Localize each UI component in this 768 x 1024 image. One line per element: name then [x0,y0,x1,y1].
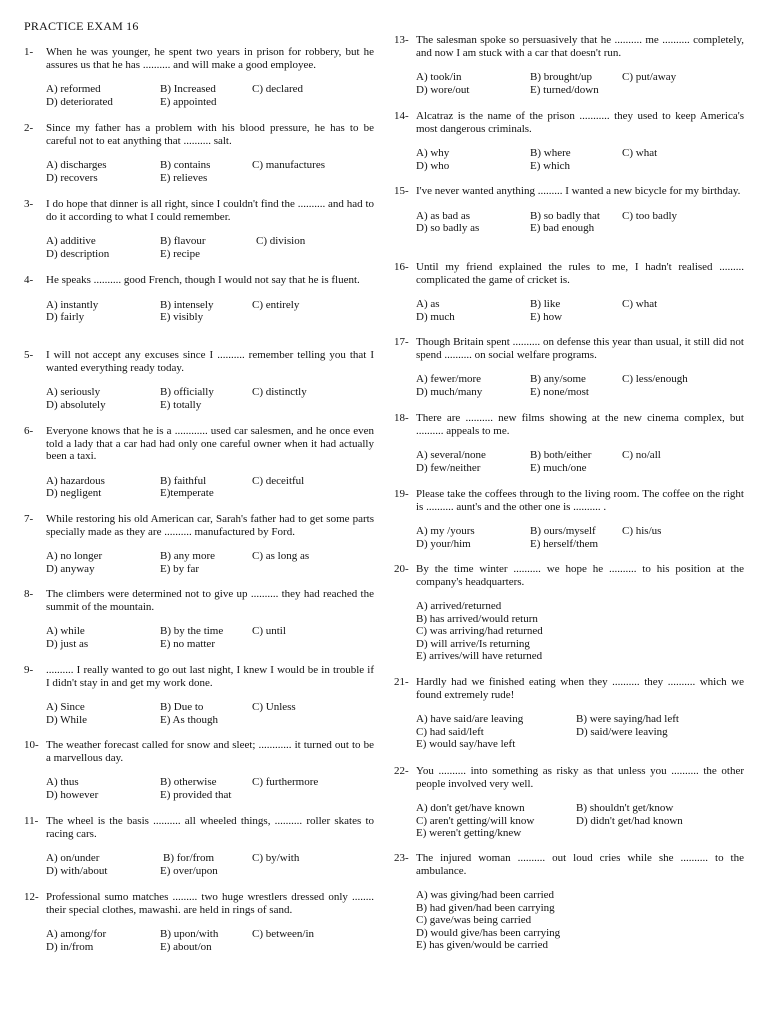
option-d[interactable]: D) who [416,159,450,172]
question-14 [394,110,744,172]
option-a[interactable]: A) have said/are leaving [416,713,524,725]
option-c[interactable]: C) deceitful [252,474,305,487]
question-9 [24,664,374,726]
option-b[interactable]: B) contains [160,159,211,171]
question-10 [24,739,374,801]
option-e[interactable]: E) would say/have left [416,738,516,750]
option-d[interactable]: D) just as [46,637,89,650]
question-number: 22- [394,765,409,777]
option-b[interactable]: B) otherwise [160,776,217,788]
option-b[interactable]: B) both/either [530,449,592,461]
options [46,701,374,726]
option-a[interactable]: A) seriously [46,386,101,398]
question-7 [24,513,374,575]
question-4 [24,274,374,324]
option-d[interactable]: D) much [416,310,455,323]
option-b[interactable]: B) flavour [160,235,206,247]
question-text: .......... I really wanted to go out last night, I knew I would be in trouble if I didn't stay in and get my work done. [46,664,374,689]
option-e[interactable]: E) bad enough [530,222,595,234]
option-c[interactable]: C) no/all [622,449,661,461]
option-d[interactable]: D) recovers [46,171,98,184]
option-e[interactable]: E) provided that [160,788,232,801]
question-23 [394,852,744,952]
option-e[interactable]: E) much/one [530,461,587,474]
option-c[interactable]: C) too badly [622,209,677,222]
question-text: He speaks .......... good French, though I would not say that he is fluent. [46,274,360,286]
option-b[interactable]: B) officially [160,386,214,398]
option-e[interactable]: E) how [530,310,563,323]
option-b[interactable]: B) any/some [530,373,586,385]
question-number: 16- [394,261,409,273]
option-a[interactable]: A) on/under [46,852,100,864]
option-b[interactable]: B) so badly that [530,209,600,222]
question-number: 23- [394,852,409,864]
option-d[interactable]: D) few/neither [416,461,481,474]
option-c[interactable]: C) furthermore [252,776,319,788]
option-e[interactable]: E) herself/them [530,537,599,550]
option-a[interactable]: A) discharges [46,159,107,171]
question-17 [394,336,744,398]
option-b[interactable]: B) any more [160,550,215,562]
option-a[interactable]: A) reformed [46,83,101,95]
question-number: 18- [394,412,409,424]
question-text: I do hope that dinner is all right, since I couldn't find the .......... and had to do it according to what I could remember. [46,198,374,223]
option-e[interactable]: E) visibly [160,311,204,323]
option-b[interactable]: B) where [530,147,571,159]
options [46,159,374,184]
options [46,625,374,650]
options [416,298,744,323]
option-a[interactable]: A) Since [46,701,85,713]
option-b[interactable]: B) were saying/had left [576,713,679,725]
option-c[interactable]: C) distinctly [252,386,307,398]
exam-title: PRACTICE EXAM 16 [24,19,139,33]
question-1 [24,46,374,108]
question-text: Until my friend explained the rules to me, I hadn't realised ......... complicated the game of cricket is. [416,261,744,286]
question-16 [394,261,744,323]
option-e[interactable]: E) has given/would be carried [416,939,548,951]
question-text: The salesman spoke so persuasively that he .......... me .......... completely, and now I am stuck with a car that doesn't run. [416,34,744,59]
options [46,386,374,411]
option-c[interactable]: C) until [252,625,286,637]
option-d[interactable]: D) said/were leaving [576,725,668,738]
option-a[interactable]: A) why [416,147,450,159]
question-number: 14- [394,110,409,122]
question-5 [24,349,374,411]
option-a[interactable]: A) several/none [416,449,486,461]
options [416,802,744,840]
option-e[interactable]: E) no matter [160,637,215,650]
option-d[interactable]: D) deteriorated [46,95,113,108]
question-number: 8- [24,588,34,600]
question-number: 19- [394,488,409,500]
options [416,449,744,474]
option-d[interactable]: D) your/him [416,537,471,550]
option-a[interactable]: A) additive [46,235,96,247]
option-d[interactable]: D) description [46,247,110,260]
option-b[interactable]: B) faithful [160,474,207,487]
question-number: 17- [394,336,409,348]
option-a[interactable]: A) took/in [416,71,462,83]
options [416,600,744,663]
question-number: 11- [24,815,39,827]
options [46,235,374,260]
question-text: Hardly had we finished eating when they .......... they .......... which we found extremely rude! [416,676,744,701]
option-c[interactable]: C) manufactures [252,159,325,171]
option-d[interactable]: D) absolutely [46,398,106,411]
option-d[interactable]: D) wore/out [416,83,470,96]
option-b[interactable]: B) has arrived/would return [416,612,538,625]
question-13 [394,34,744,96]
option-b[interactable]: B) shouldn't get/know [576,802,674,814]
option-e[interactable]: E) totally [160,398,202,411]
option-a[interactable]: A) as bad as [416,209,471,222]
option-c[interactable]: C) was arriving/had returned [416,625,543,637]
option-e[interactable]: E) As though [160,713,219,726]
question-20 [394,563,744,663]
option-a[interactable]: A) hazardous [46,474,105,487]
question-text: The weather forecast called for snow and sleet; ............ it turned out to be a marvellous day. [46,739,374,764]
options [416,889,744,952]
question-number: 21- [394,676,409,688]
options [416,525,744,550]
question-text: When he was younger, he spent two years in prison for robbery, but he assures us that he has .......... and will make a good employee. [46,46,374,71]
option-b[interactable]: B) for/from [163,852,215,864]
options [416,210,744,235]
options [46,299,374,324]
option-a[interactable]: A) arrived/returned [416,600,502,612]
option-c[interactable]: C) division [256,235,306,247]
option-c[interactable]: C) entirely [252,298,300,311]
option-c[interactable]: C) his/us [622,525,662,537]
options [46,550,374,575]
question-number: 7- [24,513,34,525]
option-e[interactable]: E) over/upon [160,864,218,877]
question-number: 12- [24,891,39,903]
option-e[interactable]: E) none/most [530,385,589,398]
option-b[interactable]: B) intensely [160,298,214,311]
question-text: Everyone knows that he is a ............ used car salesmen, and he once even told a lady that a car had had only one careful owner when it had actually been a taxi. [46,425,374,462]
option-b[interactable]: B) upon/with [160,928,219,940]
question-number: 1- [24,46,34,58]
option-b[interactable]: B) Increased [160,83,216,95]
question-number: 13- [394,34,409,46]
option-c[interactable]: C) put/away [622,71,677,83]
question-text: Since my father has a problem with his blood pressure, he has to be careful not to eat anything that .......... salt. [46,122,374,147]
option-a[interactable]: A) instantly [46,298,99,311]
options [416,147,744,172]
option-b[interactable]: B) brought/up [530,71,593,83]
question-8 [24,588,374,650]
option-b[interactable]: B) had given/had been carrying [416,901,555,914]
option-d[interactable]: D) so badly as [416,222,480,234]
option-b[interactable]: B) like [530,298,561,310]
option-b[interactable]: B) Due to [160,701,204,713]
option-a[interactable]: A) while [46,625,85,637]
question-3 [24,198,374,260]
option-c[interactable]: C) had said/left [416,725,484,738]
question-number: 2- [24,122,34,134]
option-b[interactable]: B) ours/myself [530,525,596,537]
option-a[interactable]: A) was giving/had been carried [416,889,555,901]
option-e[interactable]: E) recipe [160,247,200,260]
question-number: 4- [24,274,34,286]
options [46,928,374,953]
option-c[interactable]: C) aren't getting/will know [416,814,535,827]
option-e[interactable]: E) turned/down [530,83,599,96]
option-d[interactable]: D) negligent [46,487,102,499]
question-number: 6- [24,425,34,437]
option-a[interactable]: A) no longer [46,550,103,562]
option-d[interactable]: D) While [46,713,88,726]
option-c[interactable]: C) between/in [252,928,315,940]
options [46,83,374,108]
question-text: Though Britain spent .......... on defense this year than usual, it still did not spend .......... on social welfare programs. [416,336,744,361]
option-a[interactable]: A) don't get/have known [416,802,525,814]
option-c[interactable]: C) declared [252,83,303,95]
question-19 [394,488,744,550]
question-15 [394,185,744,235]
option-e[interactable]: E) by far [160,562,200,575]
question-21 [394,676,744,751]
option-c[interactable]: C) Unless [252,701,296,713]
option-e[interactable]: E) appointed [160,95,217,108]
question-18 [394,412,744,474]
question-text: The injured woman .......... out loud cries while she .......... to the ambulance. [416,852,744,877]
option-e[interactable]: E) about/on [160,940,212,953]
question-text: Alcatraz is the name of the prison ........... they used to keep America's most dangerous criminals. [416,110,744,135]
option-e[interactable]: E) which [530,159,571,172]
question-text: I will not accept any excuses since I .......... remember telling you that I wanted everything ready today. [46,349,374,374]
option-d[interactable]: D) didn't get/had known [576,814,683,827]
question-6 [24,425,374,500]
question-22 [394,765,744,840]
option-c[interactable]: C) what [622,298,658,310]
option-e[interactable]: E) arrives/will have returned [416,650,543,662]
question-number: 3- [24,198,34,210]
option-d[interactable]: D) will arrive/Is returning [416,637,530,650]
option-d[interactable]: D) would give/has been carrying [416,926,561,939]
option-a[interactable]: A) fewer/more [416,373,482,385]
question-text: Professional sumo matches ......... two huge wrestlers dressed only ........ their special clothes, mawashi. are held in rings of sand. [46,891,374,916]
options [46,852,374,877]
option-d[interactable]: D) anyway [46,562,95,575]
option-a[interactable]: A) my /yours [416,525,475,537]
options [416,713,744,751]
question-12 [24,891,374,953]
question-text: The climbers were determined not to give up .......... they had reached the summit of the mountain. [46,588,374,613]
option-c[interactable]: C) as long as [252,550,310,562]
question-number: 5- [24,349,34,361]
option-d[interactable]: D) with/about [46,864,108,877]
options [46,776,374,801]
question-text: Please take the coffees through to the living room. The coffee on the right is .......... aunt's and the other one is .......... . [416,488,744,513]
question-text: The wheel is the basis .......... all wheeled things, .......... roller skates to racing cars. [46,815,374,840]
options [46,475,374,500]
option-c[interactable]: C) gave/was being carried [416,914,532,926]
option-d[interactable]: D) in/from [46,940,94,953]
question-text: By the time winter .......... we hope he .......... to his position at the company's headquarters. [416,563,744,588]
question-number: 15- [394,185,409,197]
question-text: While restoring his old American car, Sarah's father had to get some parts specially made as they are .......... manufactured by Ford. [46,513,374,538]
option-c[interactable]: C) less/enough [622,373,688,385]
question-text: There are .......... new films showing at the new cinema complex, but .......... appeals to me. [416,412,744,437]
option-d[interactable]: D) fairly [46,311,85,323]
option-e[interactable]: E) weren't getting/knew [416,827,522,839]
option-c[interactable]: C) what [622,147,658,159]
question-2 [24,122,374,184]
option-e[interactable]: E)temperate [160,487,214,499]
option-a[interactable]: A) as [416,298,440,310]
option-c[interactable]: C) by/with [252,852,300,864]
question-number: 20- [394,563,409,575]
option-d[interactable]: D) however [46,788,99,801]
option-a[interactable]: A) among/for [46,928,107,940]
question-number: 10- [24,739,39,751]
options [416,71,744,96]
option-e[interactable]: E) relieves [160,171,208,184]
question-number: 9- [24,664,34,676]
option-a[interactable]: A) thus [46,776,79,788]
option-b[interactable]: B) by the time [160,625,224,637]
question-text: I've never wanted anything ......... I wanted a new bicycle for my birthday. [416,185,741,197]
option-d[interactable]: D) much/many [416,385,483,398]
question-text: You .......... into something as risky as that unless you .......... the other people involved very well. [416,765,744,790]
question-11 [24,815,374,877]
options [416,373,744,398]
